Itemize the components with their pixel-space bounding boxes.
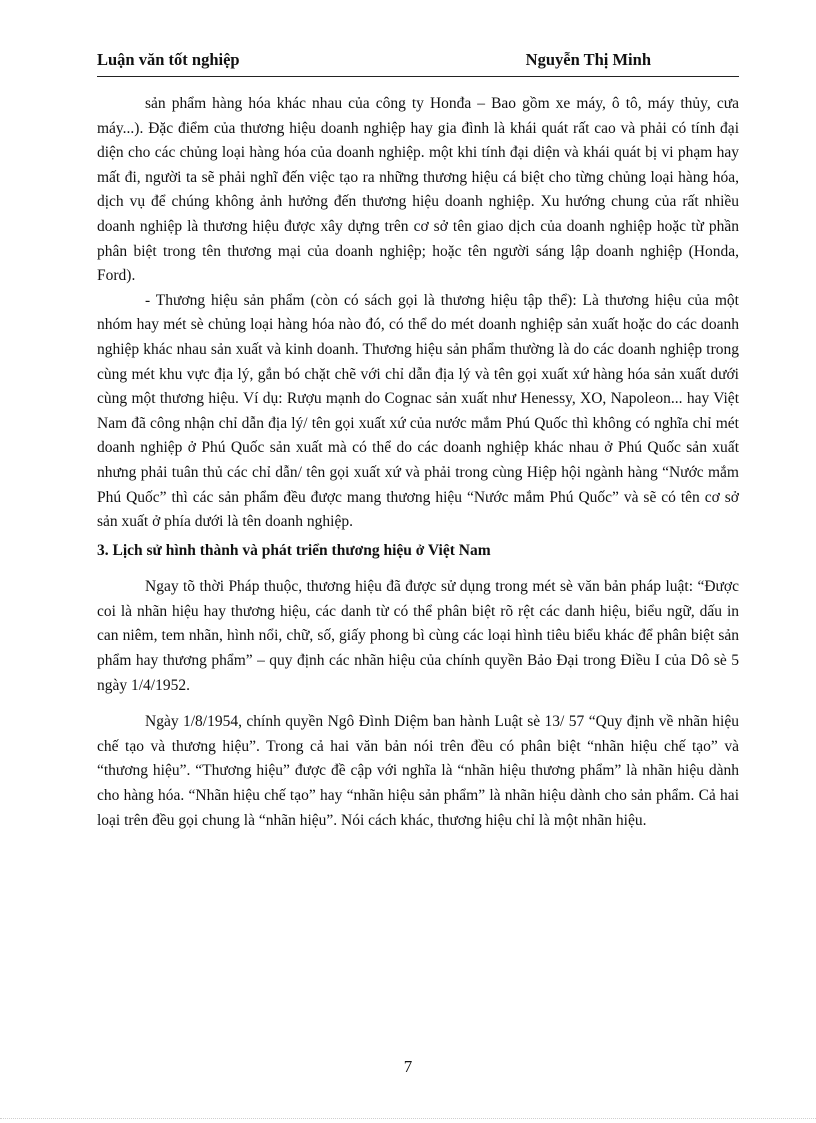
header-author-name: Nguyễn Thị Minh bbox=[525, 50, 651, 69]
paragraph-product-brand: - Thương hiệu sản phẩm (còn có sách gọi là thương hiệu tập thể): Là thương hiệu của một nhóm hay mét sè chủng loại hàng hóa nào đó, có thể do mét doanh nghiệp sản xuất hoặc do các doanh nghiệp khác nhau sản xuất và kinh doanh. Thương hiệu sản phẩm thường là do các doanh nghiệp trong cùng mét khu vực địa lý, gắn bó chặt chẽ với chỉ dẫn địa lý và tên gọi xuất xứ hàng hóa sản xuất dưới cùng một thương hiệu. Ví dụ: Rượu mạnh do Cognac sản xuất như Henessy, XO, Napoleon... hay Việt Nam đã công nhận chỉ dẫn địa lý/ tên gọi xuất xứ của nước mắm Phú Quốc thì không có nghĩa chỉ mét doanh nghiệp ở Phú Quốc sản xuất mà có thể do các doanh nghiệp khác nhau ở Phú Quốc sản xuất nhưng phải tuân thủ các chỉ dẫn/ tên gọi xuất xứ và phải trong cùng Hiệp hội ngành hàng “Nước mắm Phú Quốc” thì các sản phẩm đều được mang thương hiệu “Nước mắm Phú Quốc” và sẽ có tên cơ sở sản xuất ở phía dưới là tên doanh nghiệp. bbox=[97, 291, 739, 531]
header-thesis-title: Luận văn tốt nghiệp bbox=[97, 50, 240, 69]
section-heading: 3. Lịch sử hình thành và phát triển thương hiệu ở Việt Nam bbox=[97, 541, 491, 559]
paragraph-french-colonial: Ngay tõ thời Pháp thuộc, thương hiệu đã được sử dụng trong mét sè văn bản pháp luật: “Được coi là nhãn hiệu hay thương hiệu, các danh từ có thể phân biệt rõ rệt các danh hiệu, biểu ngữ, dấu in can niêm, tem nhãn, hình nổi, chữ, số, giấy phong bì cùng các loại hình tiêu biểu khác để phân biệt sản phẩm hay thương phẩm” – quy định các nhãn hiệu của chính quyền Bảo Đại trong Điều I của Dô sè 5 ngày 1/4/1952. bbox=[97, 578, 739, 694]
page-header bbox=[97, 46, 739, 77]
paragraph-ngo-dinh-diem: Ngày 1/8/1954, chính quyền Ngô Đình Diệm ban hành Luật sè 13/ 57 “Quy định về nhãn hiệu chế tạo và thương hiệu”. Trong cả hai văn bản nói trên đều có phân biệt “nhãn hiệu chế tạo” và “thương hiệu”. “Thương hiệu” được đề cập với nghĩa là “nhãn hiệu thương phẩm” là nhãn hiệu dành cho hàng hóa. “Nhãn hiệu chế tạo” hay “nhãn hiệu sản phẩm” là nhãn hiệu dành cho sản phẩm. Cả hai loại trên đều gọi chung là “nhãn hiệu”. Nói cách khác, thương hiệu chỉ là một nhãn hiệu. bbox=[97, 713, 739, 829]
paragraph-enterprise-brand: sản phẩm hàng hóa khác nhau của công ty Honđa – Bao gồm xe máy, ô tô, máy thủy, cưa máy...). Đặc điểm của thương hiệu doanh nghiệp hay gia đình là khái quát rất cao và phải có tính đại diện cho các chủng loại hàng hóa của doanh nghiệp. một khi tính đại diện và khái quát bị vi phạm hay mất đi, người ta sẽ phải nghĩ đến việc tạo ra những thương hiệu cá biệt cho từng chủng loại hàng hóa, dịch vụ để chúng không ảnh hưởng đến thương hiệu doanh nghiệp. Xu hướng chung của rất nhiều doanh nghiệp là thương hiệu được xây dựng trên cơ sở tên giao dịch của doanh nghiệp hoặc từ phần phân biệt trong tên thương mại của doanh nghiệp; hoặc tên người sáng lập doanh nghiệp (Honda, Ford). bbox=[97, 95, 739, 285]
page-number: 7 bbox=[403, 1057, 413, 1076]
page-bottom-divider bbox=[0, 1118, 816, 1119]
document-body bbox=[97, 92, 739, 833]
